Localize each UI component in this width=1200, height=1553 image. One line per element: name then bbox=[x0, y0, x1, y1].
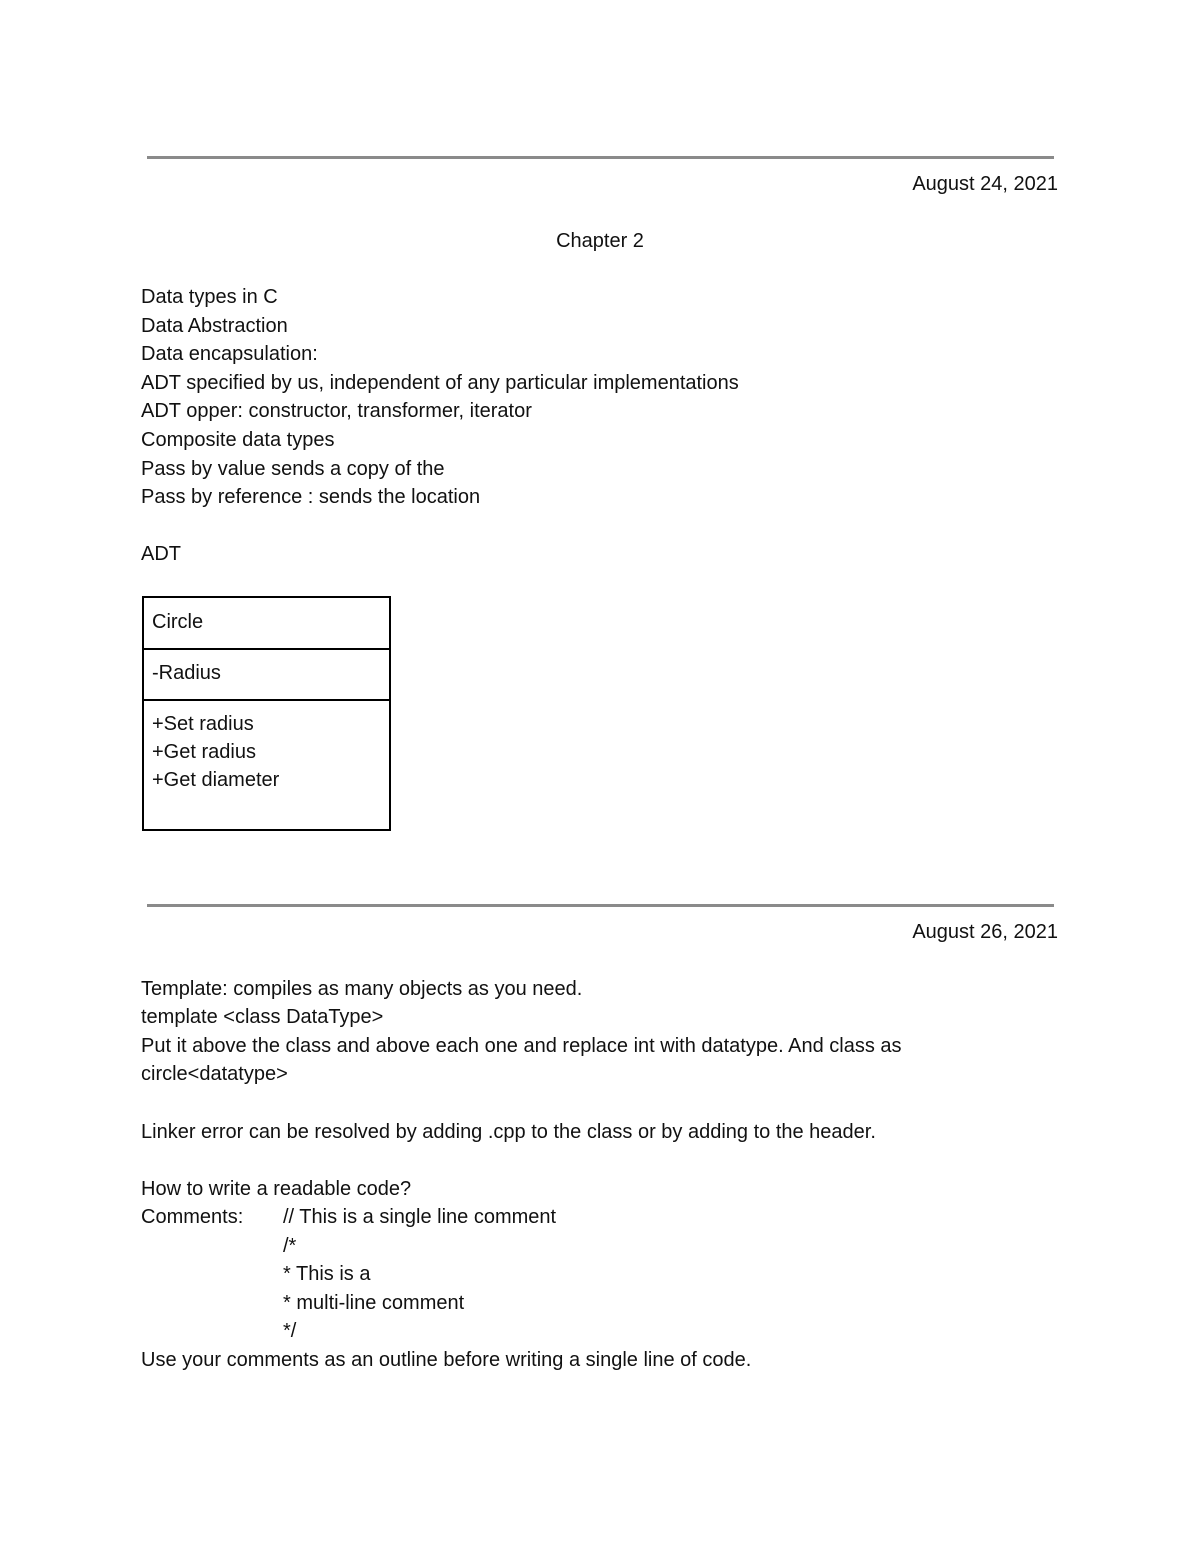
adt-label: ADT bbox=[141, 543, 181, 565]
uml-method: +Get radius bbox=[152, 741, 256, 763]
comment-example-line: * This is a bbox=[283, 1263, 371, 1285]
comment-example-line: /* bbox=[283, 1235, 297, 1257]
entry-date-2: August 26, 2021 bbox=[912, 921, 1058, 943]
note-line: Composite data types bbox=[141, 429, 335, 451]
uml-method: +Get diameter bbox=[152, 769, 280, 791]
note-line: Use your comments as an outline before writing a single line of code. bbox=[141, 1349, 752, 1371]
uml-class-name: Circle bbox=[152, 611, 204, 633]
comment-example-line: */ bbox=[283, 1320, 297, 1342]
comments-label: Comments: bbox=[141, 1206, 244, 1228]
note-line: Pass by reference : sends the location bbox=[141, 486, 481, 508]
uml-method: +Set radius bbox=[152, 713, 254, 735]
note-line: circle<datatype> bbox=[141, 1063, 288, 1085]
note-line: Put it above the class and above each one and replace int with datatype. And class as bbox=[141, 1035, 902, 1057]
note-line: template <class DataType> bbox=[141, 1006, 384, 1028]
note-line: ADT specified by us, independent of any particular implementations bbox=[141, 372, 739, 394]
note-line: ADT opper: constructor, transformer, iterator bbox=[141, 400, 532, 422]
note-line: Data encapsulation: bbox=[141, 343, 318, 365]
chapter-heading: Chapter 2 bbox=[556, 230, 644, 252]
entry-date-1: August 24, 2021 bbox=[912, 173, 1058, 195]
comment-example-line: * multi-line comment bbox=[283, 1292, 465, 1314]
section-divider-2 bbox=[147, 904, 1054, 907]
uml-class-diagram bbox=[142, 596, 391, 831]
note-line: Template: compiles as many objects as you need. bbox=[141, 978, 583, 1000]
uml-divider bbox=[144, 699, 389, 701]
note-line: Pass by value sends a copy of the bbox=[141, 458, 445, 480]
uml-divider bbox=[144, 648, 389, 650]
note-line: Linker error can be resolved by adding .cpp to the class or by adding to the header. bbox=[141, 1121, 876, 1143]
note-line: How to write a readable code? bbox=[141, 1178, 412, 1200]
uml-attribute: -Radius bbox=[152, 662, 221, 684]
comment-example-line: // This is a single line comment bbox=[283, 1206, 557, 1228]
section-divider-1 bbox=[147, 156, 1054, 159]
note-line: Data Abstraction bbox=[141, 315, 288, 337]
note-line: Data types in C bbox=[141, 286, 278, 308]
